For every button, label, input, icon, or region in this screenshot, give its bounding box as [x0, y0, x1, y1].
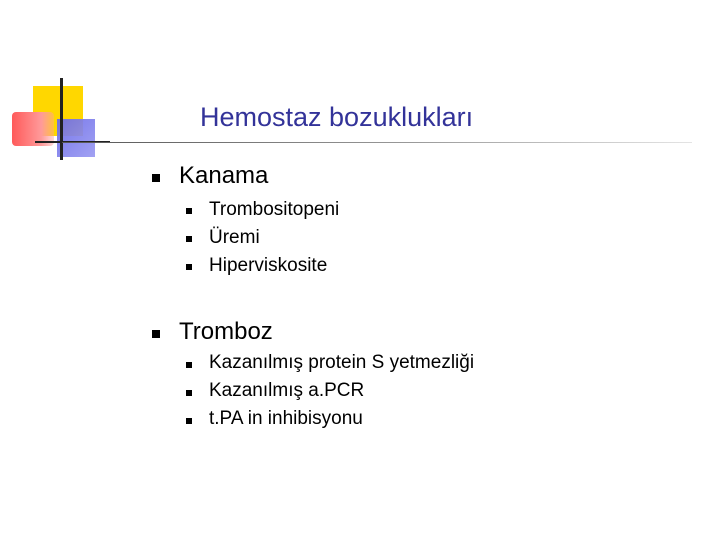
- bullet-icon: [152, 174, 160, 182]
- list-item: t.PA in inhibisyonu: [209, 408, 363, 429]
- list-item: Üremi: [209, 227, 260, 248]
- bullet-icon: [186, 390, 192, 396]
- slide-title: Hemostaz bozuklukları: [200, 102, 474, 132]
- logo-vertical-line: [60, 78, 63, 160]
- list-item: Hiperviskosite: [209, 255, 328, 276]
- bullet-icon: [186, 362, 192, 368]
- title-underline: [62, 142, 692, 143]
- section-heading-tromboz: Tromboz: [179, 318, 273, 345]
- section-heading-kanama: Kanama: [179, 162, 269, 189]
- bullet-icon: [186, 418, 192, 424]
- bullet-icon: [152, 330, 160, 338]
- list-item: Kazanılmış a.PCR: [209, 380, 365, 401]
- bullet-icon: [186, 236, 192, 242]
- bullet-icon: [186, 208, 192, 214]
- list-item: Trombositopeni: [209, 199, 340, 220]
- decorative-logo: [0, 0, 110, 170]
- bullet-icon: [186, 264, 192, 270]
- list-item: Kazanılmış protein S yetmezliği: [209, 352, 475, 373]
